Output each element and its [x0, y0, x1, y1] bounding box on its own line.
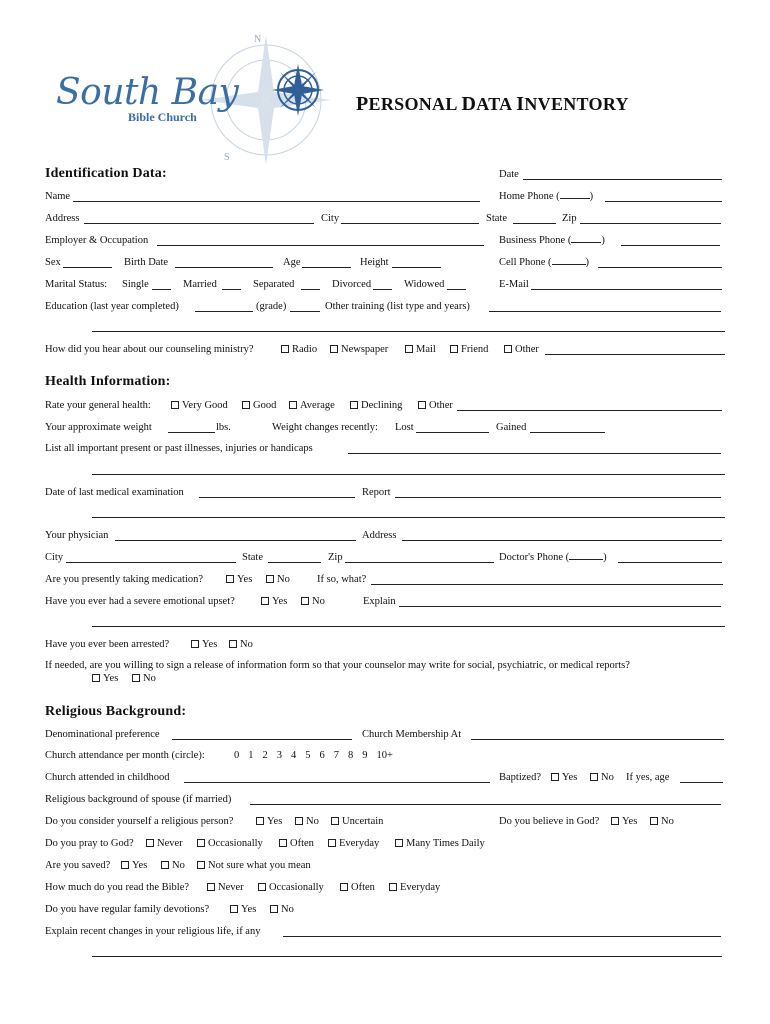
grade-label: (grade) — [256, 301, 287, 312]
bible-never-checkbox[interactable] — [207, 883, 215, 891]
illnesses-field[interactable] — [348, 453, 721, 454]
age-field[interactable] — [302, 267, 351, 268]
health-good-option[interactable]: Good — [242, 400, 276, 411]
health-other-checkbox[interactable] — [418, 401, 426, 409]
attendance-option[interactable]: 5 — [305, 750, 311, 761]
pray-occasionally-option[interactable]: Occasionally — [197, 838, 263, 849]
believe-no-checkbox[interactable] — [650, 817, 658, 825]
devotions-no-checkbox[interactable] — [270, 905, 278, 913]
compass-s-label: S — [224, 152, 230, 163]
health-other-option[interactable]: Other — [418, 400, 453, 411]
believe-yes-option[interactable]: Yes — [611, 816, 637, 827]
pray-many-times-option[interactable]: Many Times Daily — [395, 838, 485, 849]
religious-person-question: Do you consider yourself a religious person? — [45, 816, 234, 827]
name-field[interactable] — [73, 201, 480, 202]
cell-phone-label: Cell Phone ( ) — [499, 257, 589, 268]
report-field[interactable] — [395, 497, 721, 498]
medication-field[interactable] — [371, 584, 723, 585]
city-field[interactable] — [341, 223, 479, 224]
devotions-question: Do you have regular family devotions? — [45, 904, 210, 915]
married-field[interactable] — [222, 289, 241, 290]
baptized-yes-checkbox[interactable] — [551, 773, 559, 781]
weight-field[interactable] — [168, 432, 215, 433]
education-field[interactable] — [195, 311, 253, 312]
upset-yes-option[interactable]: Yes — [261, 596, 287, 607]
report-field-2[interactable] — [92, 517, 725, 518]
arrested-no-checkbox[interactable] — [229, 640, 237, 648]
medication-yes-checkbox[interactable] — [226, 575, 234, 583]
date-label: Date — [499, 169, 519, 180]
bible-occasionally-option[interactable]: Occasionally — [258, 882, 324, 893]
pray-question: Do you pray to God? — [45, 838, 134, 849]
uncertain-checkbox[interactable] — [331, 817, 339, 825]
section-identification: Identification Data: — [45, 166, 167, 181]
other-training-field[interactable] — [489, 311, 721, 312]
business-phone-field[interactable] — [621, 245, 720, 246]
home-phone-field[interactable] — [605, 201, 722, 202]
report-label: Report — [362, 487, 391, 498]
last-exam-label: Date of last medical examination — [45, 487, 184, 498]
pray-everyday-checkbox[interactable] — [328, 839, 336, 847]
physician-state-field[interactable] — [268, 562, 321, 563]
upset-no-checkbox[interactable] — [301, 597, 309, 605]
state-field[interactable] — [513, 223, 556, 224]
changes-field[interactable] — [283, 936, 721, 937]
believe-yes-checkbox[interactable] — [611, 817, 619, 825]
bible-occasionally-checkbox[interactable] — [258, 883, 266, 891]
last-exam-field[interactable] — [199, 497, 355, 498]
hear-radio-option[interactable]: Radio — [281, 344, 317, 355]
cell-phone-field[interactable] — [598, 267, 722, 268]
physician-city-field[interactable] — [66, 562, 236, 563]
friend-checkbox[interactable] — [450, 345, 458, 353]
baptized-no-checkbox[interactable] — [590, 773, 598, 781]
religious-uncertain-option[interactable]: Uncertain — [331, 816, 383, 827]
lost-field[interactable] — [416, 432, 489, 433]
religious-yes-checkbox[interactable] — [256, 817, 264, 825]
sex-field[interactable] — [63, 267, 112, 268]
arrested-question: Have you ever been arrested? — [45, 639, 170, 650]
pray-often-checkbox[interactable] — [279, 839, 287, 847]
bible-everyday-checkbox[interactable] — [389, 883, 397, 891]
small-compass-icon — [270, 62, 326, 118]
childhood-church-label: Church attended in childhood — [45, 772, 170, 783]
believe-god-question: Do you believe in God? — [499, 816, 600, 827]
date-field[interactable] — [523, 179, 722, 180]
health-very-good-option[interactable]: Very Good — [171, 400, 228, 411]
city-label: City — [321, 213, 340, 224]
sex-label: Sex — [45, 257, 61, 268]
pray-occasionally-checkbox[interactable] — [197, 839, 205, 847]
education-label: Education (last year completed) — [45, 301, 179, 312]
denomination-field[interactable] — [172, 739, 352, 740]
grade-field[interactable] — [290, 311, 320, 312]
release-question: If needed, are you willing to sign a release of information form so that your counselor may write for social, psychiatric, or medical reports? — [45, 660, 630, 671]
business-phone-label: Business Phone ( ) — [499, 235, 605, 246]
bible-question: How much do you read the Bible? — [45, 882, 190, 893]
employer-label: Employer & Occupation — [45, 235, 149, 246]
bible-often-option[interactable]: Often — [340, 882, 375, 893]
pray-often-option[interactable]: Often — [279, 838, 314, 849]
other-training-label: Other training (list type and years) — [325, 301, 470, 312]
medication-question: Are you presently taking medication? — [45, 574, 204, 585]
hear-newspaper-option[interactable]: Newspaper — [330, 344, 388, 355]
zip-label: Zip — [562, 213, 577, 224]
email-label: E-Mail — [499, 279, 529, 290]
lbs-label: lbs. — [216, 422, 231, 433]
baptized-age-field[interactable] — [680, 782, 723, 783]
physician-address-label: Address — [362, 530, 397, 541]
saved-no-checkbox[interactable] — [161, 861, 169, 869]
physician-state-label: State — [242, 552, 263, 563]
doctor-phone-label: Doctor's Phone ( ) — [499, 552, 607, 563]
spouse-background-label: Religious background of spouse (if married) — [45, 794, 232, 805]
mail-checkbox[interactable] — [405, 345, 413, 353]
email-field[interactable] — [531, 289, 722, 290]
weight-label: Your approximate weight — [45, 422, 152, 433]
married-label: Married — [183, 279, 217, 290]
arrested-no-option[interactable]: No — [229, 639, 253, 650]
explain-field[interactable] — [399, 606, 721, 607]
health-average-option[interactable]: Average — [289, 400, 335, 411]
bible-never-option[interactable]: Never — [207, 882, 244, 893]
separated-field[interactable] — [301, 289, 320, 290]
height-field[interactable] — [392, 267, 441, 268]
changes-field-2[interactable] — [92, 956, 722, 957]
employer-field[interactable] — [157, 245, 484, 246]
other-training-field-2[interactable] — [92, 331, 725, 332]
gained-label: Gained — [496, 422, 527, 433]
membership-label: Church Membership At — [362, 729, 462, 740]
religious-no-option[interactable]: No — [295, 816, 319, 827]
weight-changes-label: Weight changes recently: — [272, 422, 378, 433]
if-so-label: If so, what? — [317, 574, 367, 585]
physician-zip-field[interactable] — [345, 562, 494, 563]
religious-yes-option[interactable]: Yes — [256, 816, 282, 827]
spouse-background-field[interactable] — [250, 804, 721, 805]
medication-yes-option[interactable]: Yes — [226, 574, 252, 585]
saved-not-sure-option[interactable]: Not sure what you mean — [197, 860, 311, 871]
baptized-yes-option[interactable]: Yes — [551, 772, 577, 783]
age-label: Age — [283, 257, 301, 268]
address-label: Address — [45, 213, 80, 224]
denomination-label: Denominational preference — [45, 729, 160, 740]
devotions-no-option[interactable]: No — [270, 904, 294, 915]
pray-never-option[interactable]: Never — [146, 838, 183, 849]
section-health: Health Information: — [45, 374, 171, 389]
hear-mail-option[interactable]: Mail — [405, 344, 436, 355]
medication-no-checkbox[interactable] — [266, 575, 274, 583]
average-checkbox[interactable] — [289, 401, 297, 409]
attendance-label: Church attendance per month (circle): — [45, 750, 205, 761]
medication-no-option[interactable]: No — [266, 574, 290, 585]
rate-health-question: Rate your general health: — [45, 400, 151, 411]
hear-other-field[interactable] — [545, 354, 725, 355]
attendance-option[interactable]: 2 — [262, 750, 268, 761]
widowed-field[interactable] — [447, 289, 466, 290]
upset-yes-checkbox[interactable] — [261, 597, 269, 605]
attendance-option[interactable]: 1 — [248, 750, 254, 761]
believe-no-option[interactable]: No — [650, 816, 674, 827]
page-title: PERSONAL DATA INVENTORY — [356, 93, 629, 115]
if-yes-age-label: If yes, age — [626, 772, 670, 783]
attendance-option[interactable]: 7 — [333, 750, 339, 761]
saved-yes-option[interactable]: Yes — [121, 860, 147, 871]
single-field[interactable] — [152, 289, 171, 290]
release-no-checkbox[interactable] — [132, 674, 140, 682]
health-declining-option[interactable]: Declining — [350, 400, 402, 411]
bible-everyday-option[interactable]: Everyday — [389, 882, 440, 893]
name-label: Name — [45, 191, 71, 202]
bible-often-checkbox[interactable] — [340, 883, 348, 891]
hear-other-option[interactable]: Other — [504, 344, 539, 355]
changes-question: Explain recent changes in your religious life, if any — [45, 926, 261, 937]
birth-date-label: Birth Date — [124, 257, 169, 268]
single-label: Single — [122, 279, 149, 290]
arrested-yes-option[interactable]: Yes — [191, 639, 217, 650]
physician-field[interactable] — [115, 540, 356, 541]
hear-friend-option[interactable]: Friend — [450, 344, 488, 355]
explain-label: Explain — [363, 596, 396, 607]
illnesses-field-2[interactable] — [92, 474, 725, 475]
pray-many-times-checkbox[interactable] — [395, 839, 403, 847]
attendance-option[interactable]: 0 — [234, 750, 240, 761]
widowed-label: Widowed — [404, 279, 445, 290]
very-good-checkbox[interactable] — [171, 401, 179, 409]
attendance-option[interactable]: 6 — [319, 750, 325, 761]
not-sure-checkbox[interactable] — [197, 861, 205, 869]
health-other-field[interactable] — [457, 410, 722, 411]
physician-city-label: City — [45, 552, 64, 563]
explain-field-2[interactable] — [92, 626, 725, 627]
arrested-yes-checkbox[interactable] — [191, 640, 199, 648]
compass-n-label: N — [254, 34, 262, 45]
newspaper-checkbox[interactable] — [330, 345, 338, 353]
marital-label: Marital Status: — [45, 279, 108, 290]
lost-label: Lost — [395, 422, 414, 433]
saved-question: Are you saved? — [45, 860, 111, 871]
separated-label: Separated — [253, 279, 295, 290]
gained-field[interactable] — [530, 432, 605, 433]
attendance-options — [234, 750, 393, 761]
religious-no-checkbox[interactable] — [295, 817, 303, 825]
attendance-option[interactable]: 8 — [348, 750, 354, 761]
logo-name: South Bay — [56, 72, 239, 113]
zip-field[interactable] — [580, 223, 721, 224]
attendance-option[interactable]: 4 — [291, 750, 297, 761]
saved-yes-checkbox[interactable] — [121, 861, 129, 869]
baptized-label: Baptized? — [499, 772, 541, 783]
upset-no-option[interactable]: No — [301, 596, 325, 607]
attendance-option[interactable]: 3 — [276, 750, 282, 761]
childhood-church-field[interactable] — [184, 782, 490, 783]
membership-field[interactable] — [471, 739, 724, 740]
devotions-yes-option[interactable]: Yes — [230, 904, 256, 915]
physician-label: Your physician — [45, 530, 109, 541]
illnesses-label: List all important present or past illnesses, injuries or handicaps — [45, 443, 313, 454]
logo-sub: Bible Church — [128, 110, 197, 124]
physician-address-field[interactable] — [402, 540, 722, 541]
release-yes-option[interactable]: Yes — [92, 673, 118, 684]
radio-checkbox[interactable] — [281, 345, 289, 353]
devotions-yes-checkbox[interactable] — [230, 905, 238, 913]
attendance-option[interactable]: 9 — [362, 750, 368, 761]
release-yes-checkbox[interactable] — [92, 674, 100, 682]
pray-everyday-option[interactable]: Everyday — [328, 838, 379, 849]
address-field[interactable] — [84, 223, 314, 224]
home-phone-label: Home Phone ( ) — [499, 191, 594, 202]
saved-no-option[interactable]: No — [161, 860, 185, 871]
section-religious: Religious Background: — [45, 704, 187, 719]
pray-never-checkbox[interactable] — [146, 839, 154, 847]
divorced-field[interactable] — [373, 289, 392, 290]
physician-zip-label: Zip — [328, 552, 343, 563]
other-checkbox[interactable] — [504, 345, 512, 353]
baptized-no-option[interactable]: No — [590, 772, 614, 783]
upset-question: Have you ever had a severe emotional upset? — [45, 596, 235, 607]
declining-checkbox[interactable] — [350, 401, 358, 409]
height-label: Height — [360, 257, 389, 268]
state-label: State — [486, 213, 507, 224]
birth-date-field[interactable] — [175, 267, 273, 268]
doctor-phone-field[interactable] — [618, 562, 722, 563]
hear-question: How did you hear about our counseling ministry? — [45, 344, 254, 355]
release-no-option[interactable]: No — [132, 673, 156, 684]
good-checkbox[interactable] — [242, 401, 250, 409]
attendance-option[interactable]: 10+ — [376, 750, 393, 761]
divorced-label: Divorced — [332, 279, 372, 290]
